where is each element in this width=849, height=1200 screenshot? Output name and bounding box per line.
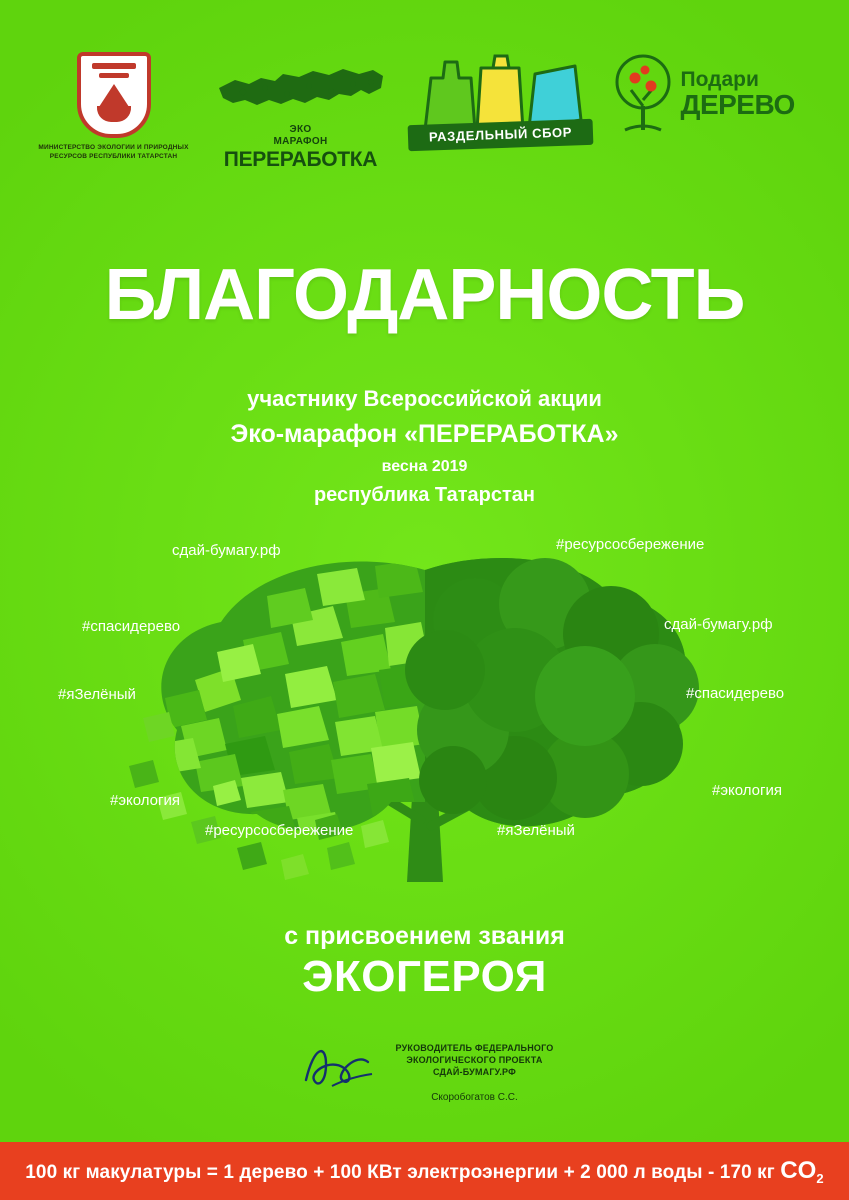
hashtag-item: #экология xyxy=(110,792,180,809)
separate-collection-label: РАЗДЕЛЬНЫЙ СБОР xyxy=(407,119,593,151)
mosaic-tree-icon xyxy=(45,530,805,910)
hashtag-item: #яЗелёный xyxy=(58,686,136,703)
signature-role-line-2: ЭКОЛОГИЧЕСКОГО ПРОЕКТА xyxy=(406,1055,543,1066)
podari-line-2: ДЕРЕВО xyxy=(680,88,795,120)
award-line-1: с присвоением звания xyxy=(284,922,565,950)
footer-bar xyxy=(0,1142,849,1200)
signature-name: Скоробогатов С.С. xyxy=(431,1092,518,1104)
page-title: БЛАГОДАРНОСТЬ xyxy=(104,255,745,335)
hashtag-item: #яЗелёный xyxy=(497,822,575,839)
subtitle-action-name: Эко-марафон «ПЕРЕРАБОТКА» xyxy=(230,420,619,448)
russia-map-icon xyxy=(212,52,390,124)
hashtag-item: #экология xyxy=(712,782,782,799)
tree-illustration-area xyxy=(0,530,849,910)
signature-role-line-1: РУКОВОДИТЕЛЬ ФЕДЕРАЛЬНОГО xyxy=(395,1043,554,1053)
hashtag-item: сдай-бумагу.рф xyxy=(172,542,281,559)
footer-co2: CO xyxy=(780,1156,817,1184)
ministry-logo xyxy=(34,52,194,162)
subtitle-season: весна 2019 xyxy=(381,458,468,475)
handwritten-signature-icon xyxy=(296,1036,382,1098)
ministry-caption: МИНИСТЕРСТВО ЭКОЛОГИИ И ПРИРОДНЫХ РЕСУРСОВ РЕСПУБЛИКИ ТАТАРСТАН xyxy=(38,144,189,160)
marathon-line-1: ЭКО xyxy=(289,124,312,135)
footer-text-main: 100 кг макулатуры = 1 дерево + 100 КВт электроэнергии + 2 000 л воды - 170 кг xyxy=(25,1161,781,1183)
marathon-title: ПЕРЕРАБОТКА xyxy=(223,148,378,171)
award-line-2: ЭКОГЕРОЯ xyxy=(302,952,547,1001)
footer-text xyxy=(25,1157,823,1186)
subtitle-region: республика Татарстан xyxy=(313,484,536,506)
hashtag-item: #ресурсосбережение xyxy=(205,822,354,839)
eco-marathon-logo xyxy=(212,52,390,172)
signature-role-line-3: СДАЙ-БУМАГУ.РФ xyxy=(432,1067,517,1078)
signature-block xyxy=(0,1036,849,1103)
hashtag-item: #спасидерево xyxy=(686,685,785,702)
subtitle-participant: участнику Всероссийской акции xyxy=(247,386,602,411)
apple-tree-icon xyxy=(611,52,675,136)
hashtag-item: #спасидерево xyxy=(82,618,181,635)
hashtag-item: сдай-бумагу.рф xyxy=(664,616,773,633)
hashtag-item: #ресурсосбережение xyxy=(556,536,705,553)
marathon-line-2: МАРАФОН xyxy=(273,135,328,147)
podari-line-1: Подари xyxy=(680,67,759,91)
footer-co2-subscript: 2 xyxy=(816,1170,824,1186)
separate-collection-logo xyxy=(408,52,593,148)
logo-strip xyxy=(0,52,849,187)
podari-derevo-logo xyxy=(611,52,816,136)
tatarstan-coat-of-arms-icon xyxy=(77,52,151,138)
